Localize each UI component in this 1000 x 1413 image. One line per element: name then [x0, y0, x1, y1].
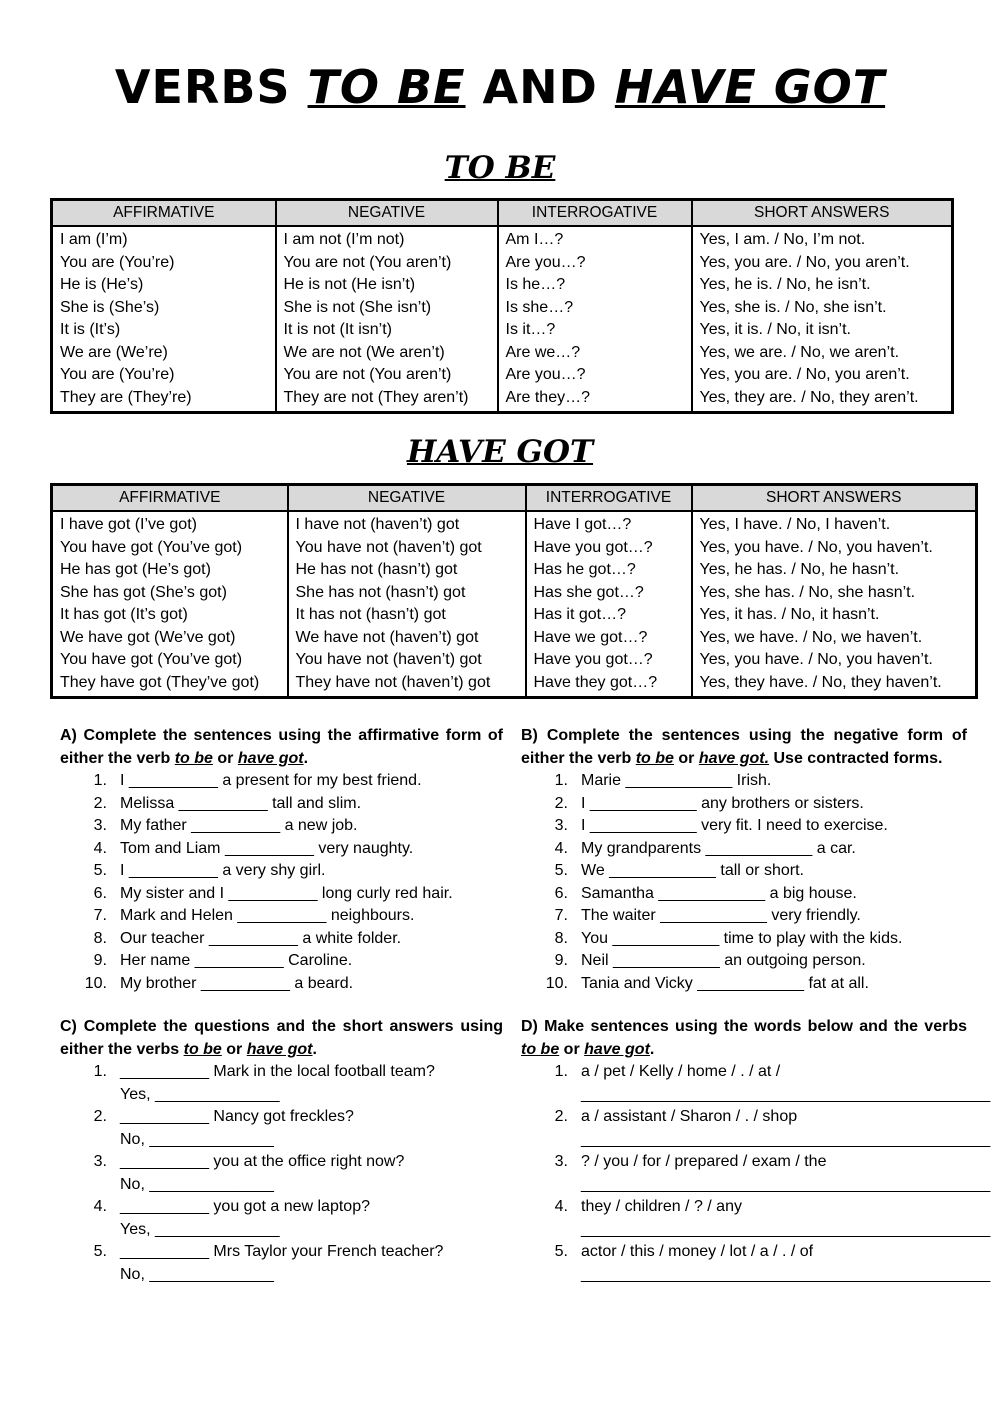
item-text: Samantha ____________ a big house. [581, 884, 857, 902]
list-item [521, 883, 967, 906]
item-text: Tom and Liam __________ very naughty. [120, 839, 414, 857]
item-text: I __________ a present for my best friend. [120, 772, 422, 789]
table-cell: You are (You’re) [60, 366, 175, 383]
exercise-c-instructions: C) Complete the questions and the short answers using either the verbs to be or have got. [60, 1018, 503, 1058]
item-text: The waiter ____________ very friendly. [581, 907, 861, 924]
list-item [521, 815, 967, 838]
table-cell: We are not (We aren’t) [283, 343, 445, 361]
affirmative-column [52, 511, 288, 698]
item-text: Her name __________ Caroline. [120, 952, 353, 969]
table-cell: Have you got…? [533, 651, 653, 668]
interrogative-column [526, 511, 692, 698]
table-cell: Yes, you have. / No, you haven’t. [699, 651, 933, 668]
table-cell: Yes, it has. / No, it hasn’t. [699, 606, 880, 623]
item-text: Marie ____________ Irish. [581, 772, 772, 789]
table-cell: I am (I’m) [60, 231, 128, 248]
list-item [521, 1241, 991, 1286]
exercise-b-instructions: B) Complete the sentences using the negative form of either the verb to be or have got. Use contracted forms. [521, 727, 967, 767]
item-answer-line: ______________________________________________ [581, 1220, 991, 1238]
short-answers-column [692, 226, 953, 413]
table-header-row [52, 200, 953, 227]
item-prompt: a / assistant / Sharon / . / shop [581, 1108, 798, 1125]
item-number: 3. [93, 817, 107, 834]
header-short-answers: SHORT ANSWERS [692, 485, 977, 512]
header-affirmative: AFFIRMATIVE [52, 485, 288, 512]
item-answer-line: Yes, ______________ [120, 1220, 280, 1238]
table-cell: Are they…? [505, 388, 590, 406]
table-cell: They have got (They’ve got) [60, 673, 260, 691]
have-got-table [50, 483, 978, 699]
table-cell: Has she got…? [533, 583, 644, 601]
item-number: 4. [93, 839, 107, 857]
table-cell: Yes, we are. / No, we aren’t. [699, 343, 900, 361]
list-item [60, 950, 503, 973]
list-item [521, 838, 967, 861]
table-cell: Yes, I have. / No, I haven’t. [699, 516, 891, 533]
table-cell: Have you got…? [533, 538, 653, 556]
table-cell: I am not (I’m not) [283, 231, 405, 248]
list-item [521, 973, 967, 996]
table-cell: You have not (haven’t) got [295, 651, 482, 668]
item-number: 9. [93, 952, 107, 969]
item-answer-line: ______________________________________________ [581, 1175, 991, 1193]
item-number: 3. [554, 817, 568, 834]
item-number: 2. [554, 1108, 568, 1125]
list-item [521, 905, 967, 928]
list-item [60, 905, 503, 928]
list-item [60, 815, 503, 838]
table-cell: Yes, I am. / No, I’m not. [699, 231, 866, 248]
exercise-d-instructions: D) Make sentences using the words below and the verbs to be or have got. [521, 1018, 967, 1058]
header-interrogative: INTERROGATIVE [526, 485, 692, 512]
table-cell: Yes, she is. / No, she isn’t. [699, 298, 887, 316]
to-be-table [50, 198, 954, 414]
item-number: 4. [554, 839, 568, 857]
header-negative: NEGATIVE [276, 200, 498, 227]
list-item [521, 928, 967, 951]
item-number: 1. [554, 1063, 568, 1080]
item-text: Our teacher __________ a white folder. [120, 929, 402, 947]
item-number: 1. [93, 772, 107, 789]
page-title [0, 60, 1000, 114]
list-item [60, 973, 503, 996]
table-cell: It has got (It’s got) [60, 606, 188, 623]
item-number: 2. [554, 794, 568, 812]
table-cell: Yes, it is. / No, it isn’t. [699, 321, 851, 338]
item-text: Mark and Helen __________ neighbours. [120, 907, 415, 924]
list-item [60, 838, 503, 861]
table-cell: Yes, she has. / No, she hasn’t. [699, 583, 916, 601]
list-item [60, 1061, 503, 1106]
table-cell: Is he…? [505, 276, 566, 293]
table-cell: You are not (You aren’t) [283, 253, 452, 271]
table-cell: Yes, you have. / No, you haven’t. [699, 538, 933, 556]
item-number: 2. [93, 794, 107, 812]
table-cell: Yes, they have. / No, they haven’t. [699, 673, 942, 691]
short-answers-column [692, 511, 977, 698]
table-cell: It is (It’s) [60, 321, 121, 338]
table-cell: She is (She’s) [60, 298, 160, 316]
item-text: Tania and Vicky ____________ fat at all. [581, 974, 869, 992]
item-number: 4. [554, 1198, 568, 1215]
table-cell: He has got (He’s got) [60, 561, 211, 578]
item-number: 4. [93, 1198, 107, 1215]
table-cell: You have got (You’ve got) [60, 538, 243, 556]
title-text: VERBS [114, 60, 308, 114]
header-short-answers: SHORT ANSWERS [692, 200, 953, 227]
item-number: 5. [554, 862, 568, 879]
table-cell: You have not (haven’t) got [295, 538, 482, 556]
item-number: 2. [93, 1108, 107, 1125]
table-cell: You are (You’re) [60, 253, 175, 271]
table-cell: Yes, he is. / No, he isn’t. [699, 276, 871, 293]
list-item [60, 770, 503, 793]
table-cell: It is not (It isn’t) [283, 321, 392, 338]
table-body-row [52, 226, 953, 413]
item-number: 10. [545, 974, 568, 992]
table-cell: Yes, he has. / No, he hasn’t. [699, 561, 900, 578]
item-prompt: ? / you / for / prepared / exam / the [581, 1153, 827, 1170]
exercise-a-instructions: A) Complete the sentences using the affirmative form of either the verb to be or have got. [60, 727, 503, 767]
header-interrogative: INTERROGATIVE [498, 200, 692, 227]
item-number: 10. [84, 974, 107, 992]
item-prompt: __________ Nancy got freckles? [120, 1108, 354, 1125]
table-body-row [52, 511, 977, 698]
item-number: 7. [93, 907, 107, 924]
item-prompt: they / children / ? / any [581, 1198, 742, 1215]
exercise-d [521, 1016, 991, 1286]
table-cell: Am I…? [505, 231, 564, 248]
list-item [521, 1196, 991, 1241]
table-cell: You have got (You’ve got) [60, 651, 243, 668]
title-text: AND [465, 60, 615, 114]
table-cell: Is she…? [505, 298, 574, 316]
table-cell: He has not (hasn’t) got [295, 561, 458, 578]
title-to-be: TO BE [307, 60, 466, 114]
exercise-c-list [60, 1061, 503, 1286]
table-cell: She is not (She isn’t) [283, 298, 432, 316]
title-have-got: HAVE GOT [614, 60, 886, 114]
item-answer-line: No, ______________ [120, 1265, 274, 1283]
item-text: My grandparents ____________ a car. [581, 839, 856, 857]
table-cell: I have not (haven’t) got [295, 516, 460, 533]
table-cell: Is it…? [505, 321, 556, 338]
list-item [60, 1106, 503, 1151]
negative-column [276, 226, 498, 413]
table-cell: She has got (She’s got) [60, 583, 227, 601]
table-cell: She has not (hasn’t) got [295, 583, 466, 601]
item-answer-line: ______________________________________________ [581, 1265, 991, 1283]
item-text: My sister and I __________ long curly red hair. [120, 884, 453, 902]
item-prompt: a / pet / Kelly / home / . / at / [581, 1063, 781, 1080]
exercise-a [60, 725, 503, 995]
list-item [60, 1151, 503, 1196]
item-number: 1. [554, 772, 568, 789]
exercise-a-list [60, 770, 503, 995]
item-number: 9. [554, 952, 568, 969]
table-cell: Are you…? [505, 366, 586, 383]
item-prompt: __________ Mrs Taylor your French teacher? [120, 1243, 444, 1260]
table-cell: We have got (We’ve got) [60, 628, 236, 646]
item-text: My brother __________ a beard. [120, 974, 354, 992]
header-negative: NEGATIVE [288, 485, 526, 512]
item-answer-line: ______________________________________________ [581, 1130, 991, 1148]
list-item [521, 770, 967, 793]
item-prompt: __________ Mark in the local football team? [120, 1063, 435, 1080]
item-text: I ____________ very fit. I need to exercise. [581, 817, 888, 834]
table-cell: It has not (hasn’t) got [295, 606, 446, 623]
item-text: You ____________ time to play with the kids. [581, 929, 903, 947]
list-item [521, 793, 967, 816]
table-cell: Yes, they are. / No, they aren’t. [699, 388, 919, 406]
list-item [521, 1061, 991, 1106]
item-text: My father __________ a new job. [120, 817, 358, 834]
item-number: 5. [93, 1243, 107, 1260]
list-item [60, 793, 503, 816]
list-item [521, 1151, 991, 1196]
exercise-b [521, 725, 967, 995]
list-item [60, 883, 503, 906]
have-got-heading: HAVE GOT [406, 434, 594, 470]
exercise-b-list [521, 770, 967, 995]
table-cell: We have not (haven’t) got [295, 628, 479, 646]
table-cell: Are you…? [505, 253, 586, 271]
item-number: 1. [93, 1063, 107, 1080]
table-cell: Have they got…? [533, 673, 658, 691]
item-answer-line: Yes, ______________ [120, 1085, 280, 1103]
item-number: 3. [93, 1153, 107, 1170]
table-cell: He is (He’s) [60, 276, 144, 293]
list-item [60, 928, 503, 951]
table-cell: They are (They’re) [60, 388, 192, 406]
item-prompt: __________ you at the office right now? [120, 1153, 405, 1170]
list-item [521, 950, 967, 973]
list-item [60, 860, 503, 883]
to-be-heading: TO BE [444, 150, 556, 186]
table-cell: We are (We’re) [60, 343, 168, 361]
item-text: We ____________ tall or short. [581, 862, 804, 879]
table-cell: Has he got…? [533, 561, 636, 578]
affirmative-column [52, 226, 276, 413]
table-cell: They have not (haven’t) got [295, 673, 491, 691]
list-item [60, 1241, 503, 1286]
item-text: Melissa __________ tall and slim. [120, 794, 362, 812]
header-affirmative: AFFIRMATIVE [52, 200, 276, 227]
item-number: 8. [93, 929, 107, 947]
list-item [521, 860, 967, 883]
item-number: 3. [554, 1153, 568, 1170]
item-number: 7. [554, 907, 568, 924]
table-cell: They are not (They aren’t) [283, 388, 469, 406]
item-prompt: actor / this / money / lot / a / . / of [581, 1243, 814, 1260]
table-cell: You are not (You aren’t) [283, 366, 452, 383]
table-header-row [52, 485, 977, 512]
table-cell: Yes, you are. / No, you aren’t. [699, 253, 910, 271]
table-cell: Have I got…? [533, 516, 632, 533]
item-text: I ____________ any brothers or sisters. [581, 794, 864, 812]
table-cell: I have got (I’ve got) [60, 516, 197, 533]
item-number: 5. [93, 862, 107, 879]
item-number: 6. [93, 884, 107, 902]
table-cell: Yes, you are. / No, you aren’t. [699, 366, 910, 383]
item-number: 5. [554, 1243, 568, 1260]
item-text: Neil ____________ an outgoing person. [581, 952, 866, 969]
exercise-c [60, 1016, 503, 1286]
item-number: 6. [554, 884, 568, 902]
item-answer-line: No, ______________ [120, 1130, 274, 1148]
table-cell: Yes, we have. / No, we haven’t. [699, 628, 923, 646]
negative-column [288, 511, 526, 698]
exercise-d-list [521, 1061, 991, 1286]
item-prompt: __________ you got a new laptop? [120, 1198, 370, 1215]
item-answer-line: No, ______________ [120, 1175, 274, 1193]
item-text: I __________ a very shy girl. [120, 862, 326, 879]
item-answer-line: ______________________________________________ [581, 1085, 991, 1103]
list-item [60, 1196, 503, 1241]
table-cell: He is not (He isn’t) [283, 276, 416, 293]
table-cell: Are we…? [505, 343, 581, 361]
interrogative-column [498, 226, 692, 413]
table-cell: Have we got…? [533, 628, 648, 646]
item-number: 8. [554, 929, 568, 947]
table-cell: Has it got…? [533, 606, 626, 623]
list-item [521, 1106, 991, 1151]
